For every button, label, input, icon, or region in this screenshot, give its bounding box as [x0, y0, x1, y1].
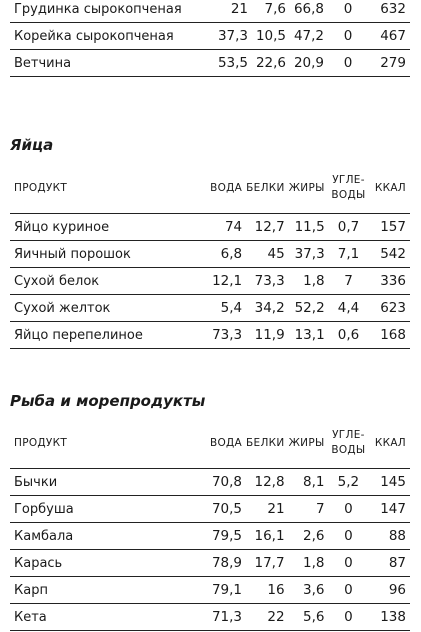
product-name: Яичный порошок [10, 241, 195, 268]
protein-value: 10,5 [252, 23, 290, 50]
kcal-value: 157 [368, 214, 410, 241]
carbs-value: 5,2 [329, 469, 369, 496]
table-row [10, 295, 410, 322]
fat-value: 7 [289, 496, 329, 523]
kcal-value: 623 [368, 295, 410, 322]
water-value: 79,1 [195, 577, 246, 604]
product-name: Карась [10, 550, 195, 577]
carbs-header-line2: ВОДЫ [331, 189, 366, 201]
table-row [10, 23, 410, 50]
product-name: Камбала [10, 523, 195, 550]
table-row [10, 241, 410, 268]
product-name: Грудинка сырокопченая [10, 0, 200, 23]
protein-value: 34,2 [246, 295, 289, 322]
kcal-value: 632 [368, 0, 410, 23]
eggs-section-title: Яйца [10, 136, 54, 154]
carbs-header-line1: УГЛЕ- [332, 174, 365, 186]
water-value: 6,8 [195, 241, 246, 268]
column-header-water: ВОДА [195, 163, 246, 214]
column-header-carbs [329, 418, 369, 469]
water-value: 37,3 [200, 23, 252, 50]
carbs-value: 7 [329, 268, 369, 295]
product-name: Корейка сырокопченая [10, 23, 200, 50]
protein-value: 22 [246, 604, 289, 631]
table-row [10, 268, 410, 295]
protein-value: 45 [246, 241, 289, 268]
water-value: 53,5 [200, 50, 252, 77]
kcal-value: 88 [368, 523, 410, 550]
product-name: Бычки [10, 469, 195, 496]
product-name: Сухой желток [10, 295, 195, 322]
kcal-value: 96 [368, 577, 410, 604]
protein-value: 22,6 [252, 50, 290, 77]
carbs-header-line2: ВОДЫ [331, 444, 366, 456]
table-row [10, 322, 410, 349]
fat-value: 8,1 [289, 469, 329, 496]
product-name: Кета [10, 604, 195, 631]
table-row [10, 550, 410, 577]
protein-value: 17,7 [246, 550, 289, 577]
fat-value: 2,6 [289, 523, 329, 550]
column-header-carbs [329, 163, 369, 214]
column-header-fat: ЖИРЫ [289, 418, 329, 469]
kcal-value: 145 [368, 469, 410, 496]
kcal-value: 138 [368, 604, 410, 631]
water-value: 70,8 [195, 469, 246, 496]
kcal-value: 168 [368, 322, 410, 349]
kcal-value: 467 [368, 23, 410, 50]
table-header-row [10, 418, 410, 469]
product-name: Ветчина [10, 50, 200, 77]
carbs-value: 0 [328, 50, 368, 77]
table-row [10, 469, 410, 496]
water-value: 70,5 [195, 496, 246, 523]
table-header-row [10, 163, 410, 214]
column-header-product: ПРОДУКТ [10, 163, 195, 214]
water-value: 73,3 [195, 322, 246, 349]
product-name: Горбуша [10, 496, 195, 523]
protein-value: 16,1 [246, 523, 289, 550]
kcal-value: 542 [368, 241, 410, 268]
table-row [10, 604, 410, 631]
product-name: Яйцо куриное [10, 214, 195, 241]
protein-value: 7,6 [252, 0, 290, 23]
kcal-value: 336 [368, 268, 410, 295]
table-row [10, 50, 410, 77]
column-header-water: ВОДА [195, 418, 246, 469]
carbs-header-line1: УГЛЕ- [332, 429, 365, 441]
water-value: 5,4 [195, 295, 246, 322]
column-header-fat: ЖИРЫ [289, 163, 329, 214]
fat-value: 66,8 [290, 0, 328, 23]
carbs-value: 0 [329, 523, 369, 550]
fat-value: 13,1 [289, 322, 329, 349]
protein-value: 21 [246, 496, 289, 523]
carbs-value: 0 [329, 577, 369, 604]
table-row [10, 0, 410, 23]
fat-value: 1,8 [289, 268, 329, 295]
kcal-value: 279 [368, 50, 410, 77]
fat-value: 3,6 [289, 577, 329, 604]
protein-value: 11,9 [246, 322, 289, 349]
column-header-protein: БЕЛКИ [246, 418, 289, 469]
fat-value: 52,2 [289, 295, 329, 322]
product-name: Карп [10, 577, 195, 604]
water-value: 71,3 [195, 604, 246, 631]
table-row [10, 496, 410, 523]
column-header-protein: БЕЛКИ [246, 163, 289, 214]
table-row [10, 523, 410, 550]
column-header-kcal: ККАЛ [368, 163, 410, 214]
protein-value: 73,3 [246, 268, 289, 295]
carbs-value: 0 [329, 550, 369, 577]
kcal-value: 87 [368, 550, 410, 577]
water-value: 78,9 [195, 550, 246, 577]
water-value: 74 [195, 214, 246, 241]
carbs-value: 0 [328, 0, 368, 23]
protein-value: 16 [246, 577, 289, 604]
fish-table [10, 418, 410, 631]
protein-value: 12,8 [246, 469, 289, 496]
protein-value: 12,7 [246, 214, 289, 241]
fat-value: 20,9 [290, 50, 328, 77]
table-row [10, 577, 410, 604]
fat-value: 47,2 [290, 23, 328, 50]
fat-value: 5,6 [289, 604, 329, 631]
carbs-value: 4,4 [329, 295, 369, 322]
table-row [10, 214, 410, 241]
carbs-value: 0 [329, 604, 369, 631]
fat-value: 11,5 [289, 214, 329, 241]
carbs-value: 0 [329, 496, 369, 523]
product-name: Яйцо перепелиное [10, 322, 195, 349]
fat-value: 37,3 [289, 241, 329, 268]
carbs-value: 0,7 [329, 214, 369, 241]
carbs-value: 7,1 [329, 241, 369, 268]
carbs-value: 0,6 [329, 322, 369, 349]
column-header-kcal: ККАЛ [368, 418, 410, 469]
carbs-value: 0 [328, 23, 368, 50]
fat-value: 1,8 [289, 550, 329, 577]
fish-section-title: Рыба и морепродукты [10, 392, 206, 410]
water-value: 12,1 [195, 268, 246, 295]
eggs-table [10, 163, 410, 349]
kcal-value: 147 [368, 496, 410, 523]
meat-table [10, 0, 410, 77]
column-header-product: ПРОДУКТ [10, 418, 195, 469]
water-value: 79,5 [195, 523, 246, 550]
product-name: Сухой белок [10, 268, 195, 295]
water-value: 21 [200, 0, 252, 23]
